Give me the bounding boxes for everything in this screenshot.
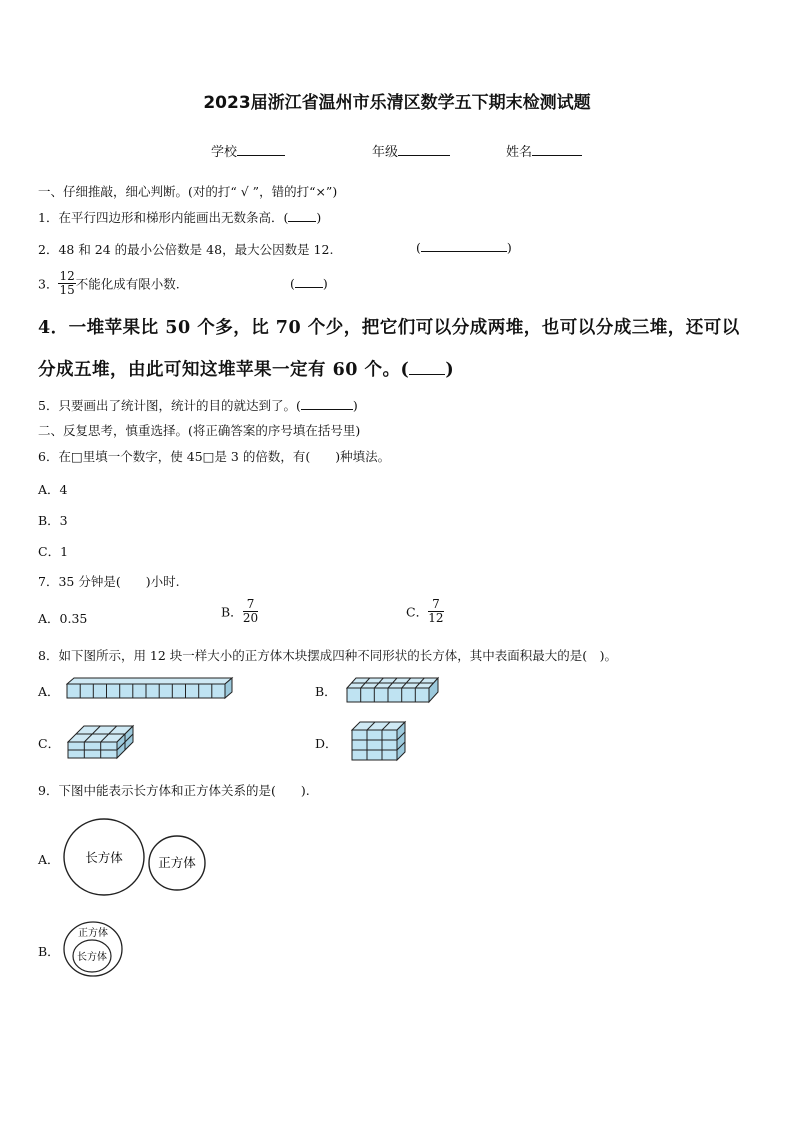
question-1: 1．在平行四边形和梯形内能画出无数条高．( ) [38, 210, 322, 225]
option-7b[interactable]: B． $\frac{7}{20}$ [221, 597, 259, 625]
section2-heading: 二、反复思考，慎重选择。(将正确答案的序号填在括号里) [38, 423, 361, 438]
section1-heading: 一、仔细推敲，细心判断。(对的打“ √ ”，错的打“×”) [38, 184, 338, 199]
option-8d-label[interactable]: D． [315, 736, 338, 751]
question-4-line2: 分成五堆，由此可知这堆苹果一定有 60 个。( ) [38, 360, 455, 380]
page-title: 2023届浙江省温州市乐清区数学五下期末检测试题 [203, 93, 591, 113]
question-7: 7．35 分钟是( )小时. [38, 574, 180, 589]
option-8c-label[interactable]: C． [38, 736, 61, 751]
cuboid-b-figure [346, 676, 440, 704]
cuboid-c-figure [67, 724, 135, 760]
venn-b-outer-label: 正方体 [78, 928, 108, 939]
answer-blank-4[interactable] [409, 374, 445, 375]
grade-label: 年级 [372, 145, 399, 160]
venn-nested-figure [61, 920, 125, 978]
option-8b-label[interactable]: B． [315, 684, 337, 699]
question-3: 3． $\frac{12}{15}$ 不能化成有限小数. [38, 269, 180, 297]
name-label: 姓名 [506, 145, 533, 160]
fraction-12-15: $\frac{12}{15}$ [59, 269, 75, 297]
question-8: 8．如下图所示，用 12 块一样大小的正方体木块摆成四种不同形状的长方体，其中表面积最大的是( )。 [38, 648, 618, 663]
option-9b-label[interactable]: B． [38, 944, 60, 959]
question-2: 2．48 和 24 的最小公倍数是 48，最大公因数是 12. [38, 242, 334, 257]
option-6a[interactable]: A．4 [38, 482, 68, 497]
option-7c[interactable]: C． $\frac{7}{12}$ [406, 597, 444, 625]
question-9: 9．下图中能表示长方体和正方体关系的是( ). [38, 783, 310, 798]
venn-separate-figure [62, 815, 208, 897]
venn-b-inner-label: 长方体 [77, 952, 107, 963]
answer-paren-3[interactable]: ( ) [290, 276, 328, 291]
question-4-line1: 4．一堆苹果比 50 个多，比 70 个少，把它们可以分成两堆，也可以分成三堆，还可以 [38, 318, 740, 338]
name-field[interactable] [506, 141, 582, 160]
option-6c[interactable]: C．1 [38, 544, 69, 559]
school-field[interactable] [211, 141, 285, 160]
question-5: 5．只要画出了统计图，统计的目的就达到了。( ) [38, 398, 358, 413]
school-label: 学校 [211, 145, 238, 160]
option-6b[interactable]: B．3 [38, 513, 68, 528]
venn-a-small-label: 正方体 [158, 855, 196, 870]
answer-blank-1[interactable] [288, 221, 316, 222]
venn-a-big-label: 长方体 [85, 850, 123, 865]
cuboid-a-figure [66, 676, 234, 700]
option-8a-label[interactable]: A． [38, 684, 60, 699]
option-9a-label[interactable]: A． [38, 852, 60, 867]
question-6: 6．在□里填一个数字，使 45□是 3 的倍数，有( )种填法。 [38, 449, 391, 464]
answer-blank-5[interactable] [301, 409, 353, 410]
cuboid-d-figure [351, 720, 407, 762]
grade-field[interactable] [372, 141, 450, 160]
option-7a[interactable]: A．0.35 [38, 611, 88, 626]
answer-paren-2[interactable]: ( ) [416, 240, 512, 255]
